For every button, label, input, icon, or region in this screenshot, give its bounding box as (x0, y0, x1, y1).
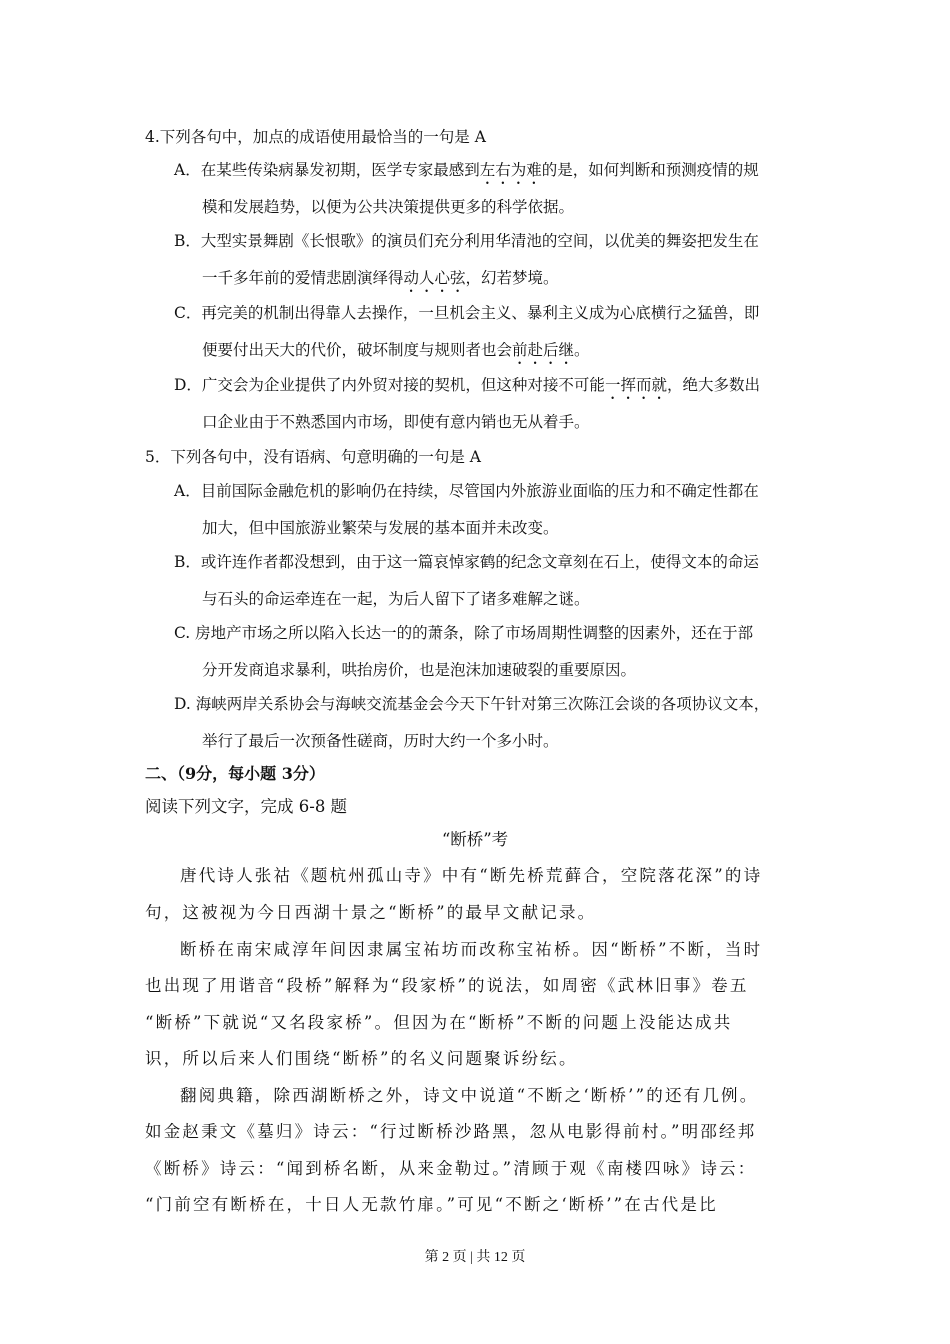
q4-option-c-line1: C．再完美的机制出得靠人去操作，一旦机会主义、暴利主义成为心底横行之猛兽，即 (174, 304, 760, 322)
article-title: “断桥”考 (441, 830, 509, 849)
article-line: 如金赵秉文《墓归》诗云：“行过断桥沙路黑，忽从电影得前村。”明邵经邦 (145, 1122, 757, 1141)
section-heading: 二、（9分，每小题 3分） (145, 764, 325, 783)
q4-option-d-line1: D．广交会为企业提供了内外贸对接的契机，但这种对接不可能一挥而就，绝大多数出 (174, 376, 760, 394)
article-line: 句，这被视为今日西湖十景之“断桥”的最早文献记录。 (145, 903, 597, 922)
article-line: 翻阅典籍，除西湖断桥之外，诗文中说道“不断之‘断桥’”的还有几例。 (180, 1086, 759, 1105)
article-line: 断桥在南宋咸淳年间因隶属宝祐坊而改称宝祐桥。因“断桥”不断，当时 (180, 940, 763, 959)
q5-option-a-line1: A．目前国际金融危机的影响仍在持续，尽管国内外旅游业面临的压力和不确定性都在 (174, 482, 759, 500)
q5-option-c-line1: C. 房地产市场之所以陷入长达一的的萧条，除了市场周期性调整的因素外，还在于部 (174, 624, 754, 642)
dotted-idiom: 前赴后继 (512, 341, 575, 359)
q5-option-b-line2: 与石头的命运牵连在一起，为后人留下了诸多难解之谜。 (202, 590, 590, 608)
dotted-idiom: 动人心弦 (403, 269, 466, 287)
q5-option-d-line2: 举行了最后一次预备性磋商，历时大约一个多小时。 (202, 732, 559, 750)
article-line: 识，所以后来人们围绕“断桥”的名义问题聚诉纷纭。 (145, 1049, 578, 1068)
q4-option-c-line2: 便要付出天大的代价，破坏制度与规则者也会前赴后继。 (202, 341, 590, 359)
q4-option-a-line2: 模和发展趋势，以便为公共决策提供更多的科学依据。 (202, 198, 575, 216)
q5-option-d-line1: D. 海峡两岸关系协会与海峡交流基金会今天下午针对第三次陈江会谈的各项协议文本， (174, 695, 770, 713)
q5-option-c-line2: 分开发商追求暴利，哄抬房价，也是泡沫加速破裂的重要原因。 (202, 661, 637, 679)
article-line: “断桥”下就说“又名段家桥”。但因为在“断桥”不断的问题上没能达成共 (145, 1013, 733, 1032)
dotted-idiom: 一挥而就 (604, 376, 667, 394)
section-instruction: 阅读下列文字，完成 6-8 题 (145, 797, 348, 816)
page-footer: 第 2 页 | 共 12 页 (424, 1250, 526, 1265)
q5-stem: 5．下列各句中，没有语病、句意明确的一句是 A (145, 448, 481, 466)
article-line: 《断桥》诗云：“闻到桥名断，从来金勒过。”清顾于观《南楼四咏》诗云： (145, 1159, 757, 1178)
article-line: “门前空有断桥在，十日人无款竹扉。”可见“不断之‘断桥’”在古代是比 (145, 1195, 718, 1214)
article-line: 唐代诗人张祜《题杭州孤山寺》中有“断先桥荒藓合，空院落花深”的诗 (180, 866, 763, 885)
dotted-idiom: 左右为难 (479, 161, 542, 179)
q5-option-a-line2: 加大，但中国旅游业繁荣与发展的基本面并未改变。 (202, 519, 559, 537)
article-line: 也出现了用谐音“段桥”解释为“段家桥”的说法，如周密《武林旧事》卷五 (145, 976, 749, 995)
q4-option-b-line2: 一千多年前的爱情悲剧演绎得动人心弦，幻若梦境。 (202, 269, 559, 287)
q4-option-b-line1: B．大型实景舞剧《长恨歌》的演员们充分利用华清池的空间，以优美的舞姿把发生在 (174, 232, 759, 250)
q4-stem: 4.下列各句中，加点的成语使用最恰当的一句是 A (145, 128, 486, 146)
q5-option-b-line1: B．或许连作者都没想到，由于这一篇哀悼家鹤的纪念文章刻在石上，使得文本的命运 (174, 553, 759, 571)
q4-option-a-line1: A．在某些传染病暴发初期，医学专家最感到左右为难的是，如何判断和预测疫情的规 (174, 161, 759, 179)
q4-option-d-line2: 口企业由于不熟悉国内市场，即使有意内销也无从着手。 (202, 413, 590, 431)
